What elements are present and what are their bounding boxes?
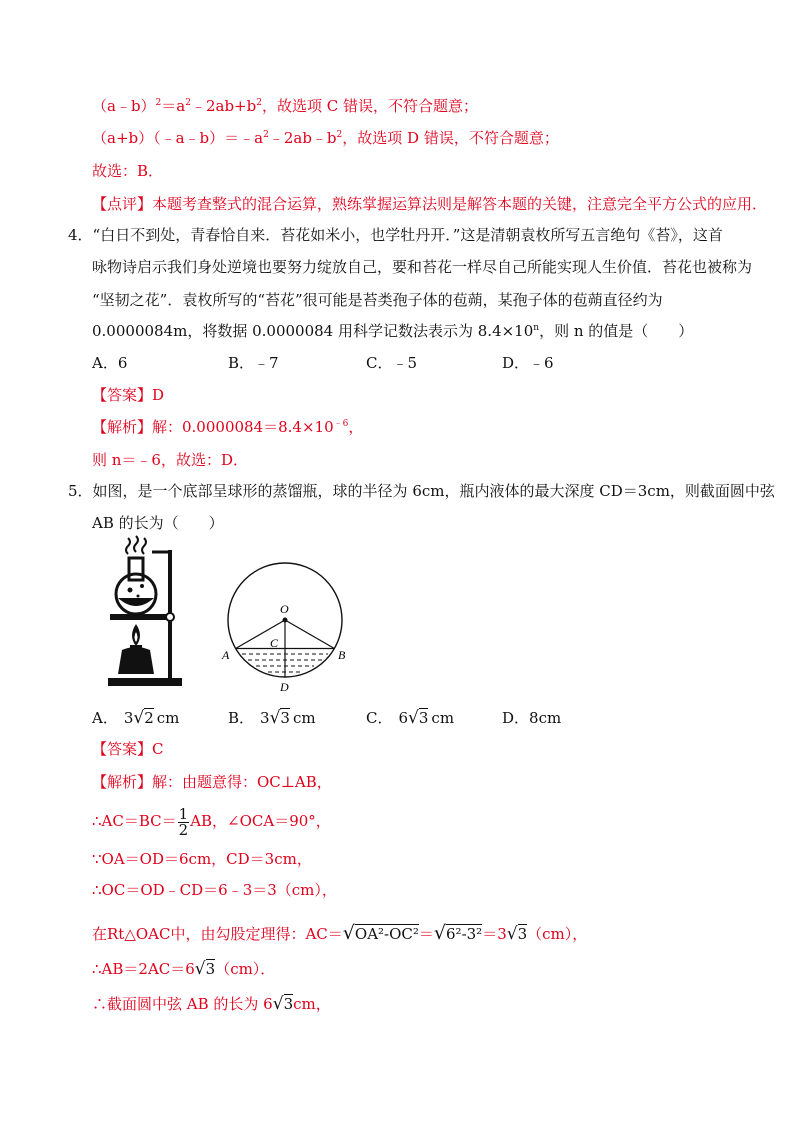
- q5-option-c: C． 6√3 cm: [366, 708, 455, 728]
- label-a: A: [222, 648, 230, 662]
- q5-step-2: ∴AC＝BC＝ $\frac{1}{2}$ AB，∠OCA＝90°，: [92, 804, 331, 839]
- q5-step-3: ∵OA＝OD＝6cm，CD＝3cm，: [92, 850, 312, 868]
- q4-stem-line1: 4．“白日不到处，青春恰自来．苔花如米小，也学牡丹开．”这是清朝袁枚所写五言绝句《苔》，这首: [68, 226, 723, 244]
- q5-stem-line1: 5．如图，是一个底部呈球形的蒸馏瓶，球的半径为 6cm，瓶内液体的最大深度 CD＝3cm，则截面圆中弦: [68, 482, 775, 500]
- q4-option-b: B．﹣7: [228, 354, 279, 372]
- q4-analysis: 【解析】解：$0.0000084=8.4\times 10^{﹣6}$，: [92, 418, 364, 436]
- circle-section-figure: [218, 560, 358, 696]
- q5-step-4: ∴OC＝OD﹣CD＝6﹣3＝3（cm），: [92, 881, 337, 899]
- q5-option-a: A． 3√2 cm: [92, 708, 180, 728]
- label-c: C: [270, 636, 279, 650]
- q5-step-5: 在Rt△OAC中，由勾股定理得：AC＝√OA²-OC²＝√6²-3²＝3√3（cm），: [92, 922, 588, 944]
- q4-option-d: D．﹣6: [502, 354, 554, 372]
- fraction-half: $\frac{1}{2}$: [178, 804, 189, 839]
- q5-option-b: B． 3√3 cm: [228, 708, 316, 728]
- q4-stem-line4: 0.0000084m，将数据 0.0000084 用科学记数法表示为 $8.4\times 10^n$，则 n 的值是（ ）: [92, 322, 694, 340]
- q3-line-c: $(a﹣b)^2=a^2﹣2ab+b^2$，故选项 C 错误，不符合题意；: [92, 97, 478, 115]
- distillation-flask-figure: [100, 532, 190, 690]
- q5-step-6: ∴AB＝2AC＝6√3（cm）．: [92, 959, 276, 979]
- q5-answer: 【答案】C: [92, 740, 164, 758]
- q5-step-1: 【解析】解：由题意得：OC⊥AB，: [92, 773, 332, 791]
- label-d: D: [280, 680, 289, 694]
- q5-option-d: D．8cm: [502, 709, 562, 727]
- q4-conclusion: 则 n＝﹣6，故选：D．: [92, 451, 248, 469]
- label-o: O: [280, 602, 289, 616]
- q5-step-7: ∴截面圆中弦 AB 的长为 6√3cm，: [92, 994, 331, 1014]
- q3-comment: 【点评】本题考查整式的混合运算，熟练掌握运算法则是解答本题的关键，注意完全平方公式的应用．: [92, 195, 768, 213]
- q4-option-c: C．﹣5: [366, 354, 418, 372]
- q5-stem-line2: AB 的长为（ ）: [92, 514, 224, 532]
- label-b: B: [338, 648, 346, 662]
- q4-option-a: A．6: [92, 354, 128, 372]
- q4-stem-line2: 咏物诗启示我们身处逆境也要努力绽放自己，要和苔花一样尽自己所能实现人生价值．苔花也被称为: [92, 258, 753, 276]
- q3-choice: 故选：B．: [92, 162, 164, 180]
- q3-line-d: $(a+b)(﹣a﹣b)=﹣a^2﹣2ab﹣b^2$，故选项 D 错误，不符合题意；: [92, 129, 559, 147]
- q4-stem-line3: “坚韧之花”．袁枚所写的“苔花”很可能是苔类孢子体的苞蒴，某孢子体的苞蒴直径约为: [92, 291, 663, 309]
- q4-answer: 【答案】D: [92, 386, 165, 404]
